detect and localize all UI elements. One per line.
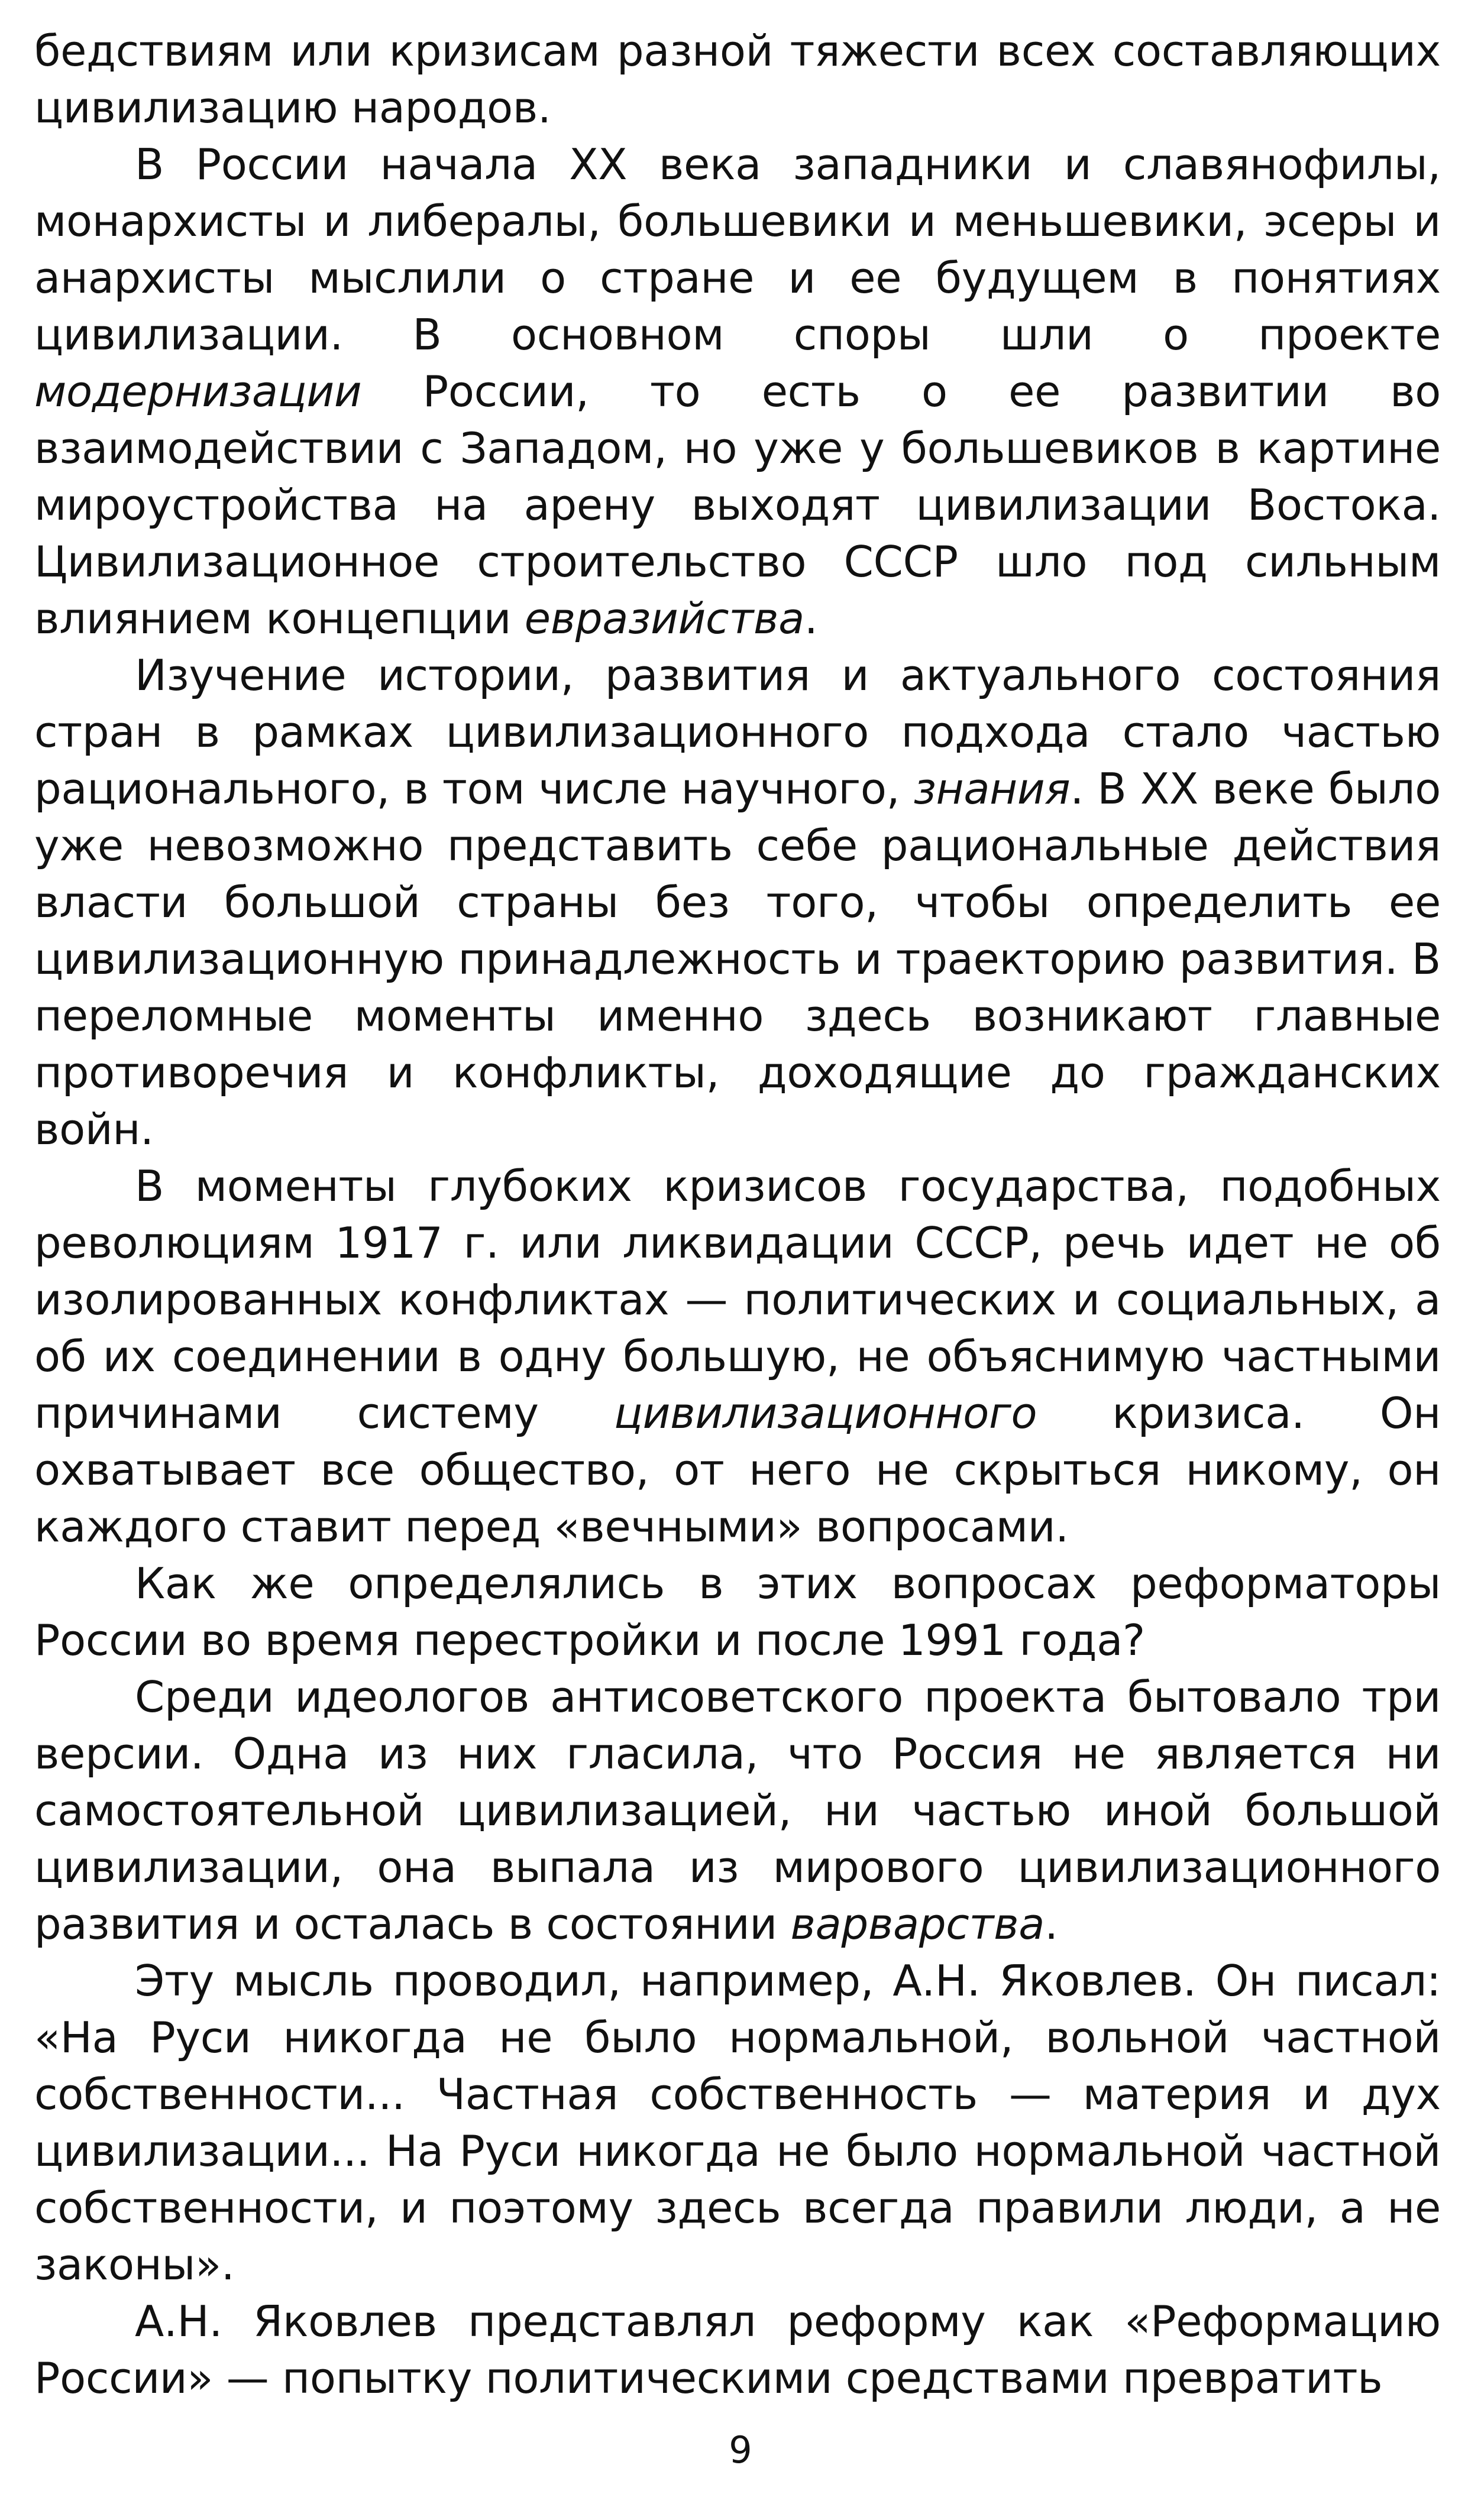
paragraph-text: бедствиям или кризисам разной тяжести всех составляющих цивилизацию народов. [34,26,1441,132]
italic-term: знания [913,764,1071,814]
paragraph-text: России, то есть о ее развитии во взаимодействии с Западом, но уже у большевиков в картине мироустройства на арену выходят цивилизации Востока. Цивилизационное строительство СССР шло под сильным влиянием концепции [34,367,1441,643]
paragraph [34,2293,1441,2406]
paragraph-text: В России начала XX века западники и славянофилы, монархисты и либералы, большевики и меньшевики, эсеры и анархисты мыслили о стране и ее будущем в понятиях цивилизации. В основном споры шли о проекте [34,140,1441,359]
paragraph-text: . В XX веке было уже невозможно представить себе рациональные действия власти большой страны без того, чтобы определить ее цивилизационную принадлежность и траекторию развития. В переломные моменты именно здесь возникают главные противоречия и конфликты, доходящие до гражданских войн. [34,764,1441,1154]
italic-term: цивилизационного [613,1388,1037,1438]
italic-term: евразийства [524,594,804,643]
paragraph [34,647,1441,1158]
paragraph [34,1158,1441,1555]
paragraph-text: Среди идеологов антисоветского проекта бытовало три версии. Одна из них гласила, что Россия не является ни самостоятельной цивилизацией, ни частью иной большой цивилизации, она выпала из мирового цивилизационного развития и осталась в состоянии [34,1672,1441,1949]
page-number: 9 [729,2428,752,2472]
paragraph [34,1952,1441,2293]
paragraph-text: . [804,594,818,643]
paragraph [34,22,1441,136]
paragraph-text: Как же определялись в этих вопросах реформаторы России во время перестройки и после 1991 года? [34,1559,1441,1665]
paragraph [34,1555,1441,1669]
paragraph-text: . [1045,1899,1058,1949]
paragraph [34,1669,1441,1952]
italic-term: модернизации [34,367,362,416]
italic-term: варварства [790,1899,1045,1949]
paragraph-text: Эту мысль проводил, например, А.Н. Яковлев. Он писал: «На Руси никогда не было нормальной, вольной частной собственности... Частная собственность — материя и дух цивилизации... На Руси никогда не было нормальной частной собственности, и поэтому здесь всегда правили люди, а не законы». [34,1956,1441,2289]
paragraph-text: кризиса. Он охватывает все общество, от него не скрыться никому, он каждого ставит перед «вечными» вопросами. [34,1388,1441,1551]
paragraph-text: Изучение истории, развития и актуального состояния стран в рамках цивилизационного подхода стало частью рационального, в том числе научного, [34,650,1441,814]
page-body [34,22,1441,2406]
paragraph [34,136,1441,647]
paragraph-text: В моменты глубоких кризисов государства, подобных революциям 1917 г. или ликвидации СССР, речь идет не об изолированных конфликтах — политических и социальных, а об их соединении в одну большую, не объяснимую частными причинами систему [34,1161,1441,1438]
paragraph-text: А.Н. Яковлев представлял реформу как «Реформацию России» — попытку политическими средствами превратить [34,2296,1441,2403]
